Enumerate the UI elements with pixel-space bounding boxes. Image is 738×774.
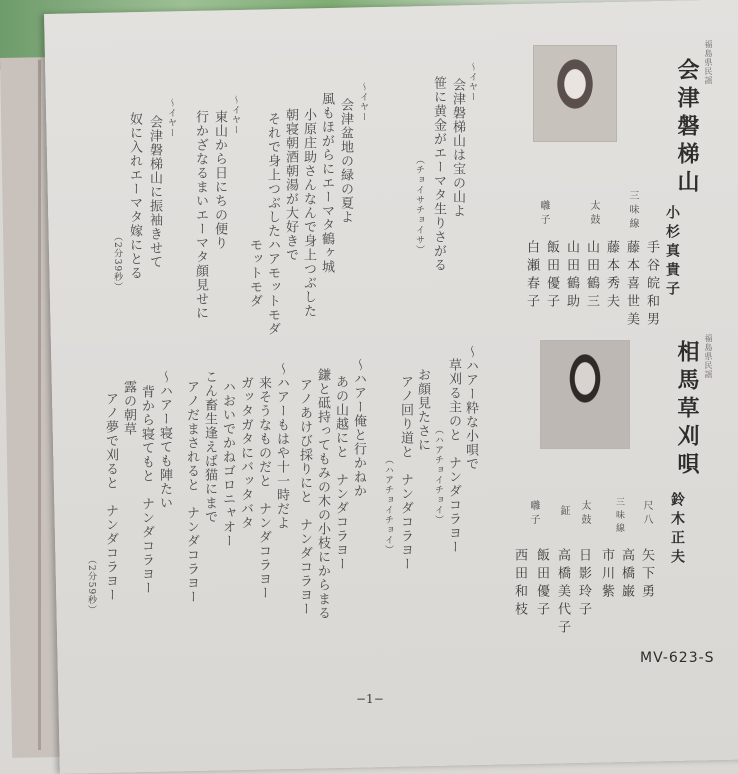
song1-duration: （2分39秒）: [112, 232, 122, 293]
song1-credit-name: 白瀬春子: [524, 240, 539, 312]
song1-credit-name: 藤本喜世美: [624, 240, 639, 330]
lyric-line: 〜イヤー: [230, 95, 240, 135]
song2-credit-name: 高橋巌: [619, 548, 634, 602]
song1-credit-name: 手谷皖和男: [644, 240, 659, 330]
lyric-line: モットモダ: [247, 238, 262, 308]
song1-singer-photo: [533, 45, 617, 142]
song2-credit-role: 鉦: [558, 505, 569, 519]
song1-title: 会津磐梯山: [674, 58, 700, 198]
lyric-line: 会津盆地の緑の夏よ: [338, 98, 353, 224]
lyric-line: 会津磐梯山に振袖きせて: [147, 115, 162, 269]
lyric-line: アノあけび採りにと ナンダコラヨー: [297, 378, 312, 616]
lyric-line: （チョイサチョイサ）: [414, 155, 424, 255]
lyric-line: 朝寝朝酒朝湯が大好きで: [283, 108, 298, 262]
lyric-line: 〜ハアー俺と行かねか: [351, 358, 366, 498]
lyric-line: 〜イヤー: [467, 62, 477, 102]
lyric-line: 〜イヤー: [166, 98, 176, 138]
lyric-line: 〜ハアーもはや十一時だよ: [274, 362, 289, 530]
song2-genre: 福島県民謡: [704, 334, 713, 379]
lyric-line: 東山から日にちの便り: [212, 110, 227, 250]
lyric-line: （ハアチョイチョイ）: [433, 425, 443, 525]
lyric-line: （ハアチョイチョイ）: [383, 455, 393, 555]
lyric-line: 来そうなものだと ナンダコラヨー: [256, 376, 271, 600]
lyric-line: 〜ハアー粋な小唄で: [463, 345, 478, 471]
song2-credit-name: 飯田優子: [534, 548, 549, 620]
song2-credit-role: 囃子: [528, 500, 539, 528]
catalog-number: MV-623-S: [640, 650, 715, 666]
song1-credit-role: 太鼓: [588, 200, 599, 228]
page-fold: [38, 60, 41, 750]
lyric-line: アノ夢で刈ると ナンダコラヨー: [103, 392, 118, 602]
song2-singer: 鈴木正夫: [669, 492, 685, 568]
song2-credit-role: 三味線: [614, 497, 624, 536]
lyric-line: お顔見たさに: [415, 368, 430, 452]
song2-title: 相馬草刈唄: [674, 340, 700, 480]
song2-credit-role: 尺八: [641, 500, 652, 528]
song1-credit-name: 山田鶴助: [564, 240, 579, 312]
lyric-line: ガッタガタにバッタバタ: [238, 376, 253, 530]
song1-credit-name: 藤本秀夫: [604, 240, 619, 312]
song1-credit-name: 山田鶴三: [584, 240, 599, 312]
song2-credit-name: 日影玲子: [576, 548, 591, 620]
lyric-line: 草刈る主のと ナンダコラヨー: [446, 358, 461, 554]
lyric-line: ハおいでかねゴロニャオー: [220, 380, 235, 548]
lyric-line: 露の朝草: [121, 380, 136, 436]
lyric-line: 鎌と砥持ってもみの木の小枝にからまる: [315, 368, 330, 620]
song2-duration: （2分59秒）: [86, 555, 96, 616]
lyric-line: 〜ハアー寝ても陣たい: [157, 370, 172, 510]
lyric-line: 行かざなるまいエーマタ顔見せに: [193, 110, 208, 320]
song1-credit-role: 囃子: [538, 200, 549, 228]
song2-credit-name: 西田和枝: [512, 548, 527, 620]
song2-credit-role: 太鼓: [579, 500, 590, 528]
lyric-line: 背から寝てもと ナンダコラヨー: [139, 385, 154, 595]
lyric-line: 小原庄助さんなんで身上つぶした: [301, 108, 316, 318]
lyric-line: 風もほがらにエーマタ鶴ヶ城: [319, 92, 334, 274]
song1-genre: 福島県民謡: [704, 40, 713, 85]
lyric-line: 会津磐梯山は宝の山よ: [450, 78, 465, 218]
lyric-line: アノだまされると ナンダコラヨー: [184, 380, 199, 604]
lyric-line: 奴に入れエーマタ嫁にとる: [127, 112, 142, 280]
song2-credit-name: 矢下勇: [639, 548, 654, 602]
song1-singer: 小杉真貴子: [664, 205, 680, 300]
page-number: −1−: [356, 692, 384, 706]
lyric-line: 笹に黄金がエーマタ生りさがる: [431, 76, 446, 272]
song2-singer-photo: [540, 340, 630, 449]
song2-credit-name: 市川紫: [599, 548, 614, 602]
song2-credit-name: 高橋美代子: [555, 548, 570, 638]
lyric-line: 〜イヤー: [358, 82, 368, 122]
lyric-line: アノ回り道と ナンダコラヨー: [398, 375, 413, 571]
lyric-line: こん畜生逢えば猫にまで: [202, 370, 217, 524]
song1-credit-name: 飯田優子: [544, 240, 559, 312]
lyric-line: あの山越にと ナンダコラヨー: [333, 375, 348, 571]
song1-credit-role: 三味線: [627, 190, 638, 232]
lyric-line: それで身上つぶしたハアモットモダ: [265, 112, 280, 336]
